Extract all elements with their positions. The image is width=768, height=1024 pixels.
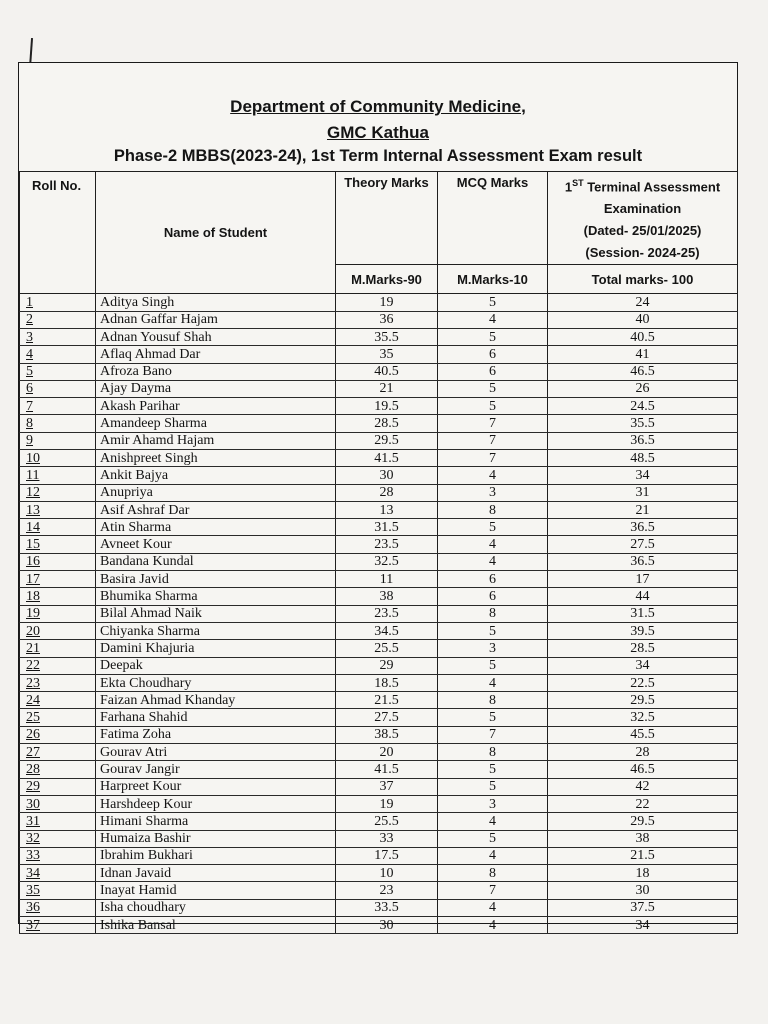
roll-cell: 23 (20, 674, 96, 691)
total-cell: 21.5 (548, 847, 738, 864)
mcq-cell: 5 (438, 294, 548, 311)
name-cell: Isha choudhary (96, 899, 336, 916)
college-title: GMC Kathua (327, 123, 429, 142)
mcq-cell: 4 (438, 311, 548, 328)
table-row (20, 328, 738, 345)
mcq-cell: 6 (438, 363, 548, 380)
total-cell: 28.5 (548, 640, 738, 657)
roll-cell: 14 (20, 519, 96, 536)
theory-cell: 27.5 (336, 709, 438, 726)
table-row (20, 501, 738, 518)
theory-cell: 37 (336, 778, 438, 795)
theory-cell: 11 (336, 571, 438, 588)
name-cell: Fatima Zoha (96, 726, 336, 743)
table-row (20, 588, 738, 605)
roll-cell: 11 (20, 467, 96, 484)
total-cell: 29.5 (548, 692, 738, 709)
roll-cell: 16 (20, 553, 96, 570)
roll-cell: 8 (20, 415, 96, 432)
total-cell: 32.5 (548, 709, 738, 726)
roll-cell: 1 (20, 294, 96, 311)
theory-cell: 35 (336, 346, 438, 363)
theory-cell: 33 (336, 830, 438, 847)
name-cell: Akash Parihar (96, 398, 336, 415)
theory-cell: 23.5 (336, 605, 438, 622)
total-cell: 37.5 (548, 899, 738, 916)
roll-cell: 5 (20, 363, 96, 380)
name-cell: Aflaq Ahmad Dar (96, 346, 336, 363)
table-row (20, 415, 738, 432)
header-mcq: MCQ Marks (438, 172, 548, 265)
department-title: Department of Community Medicine, (230, 97, 526, 116)
mcq-cell: 4 (438, 813, 548, 830)
theory-cell: 34.5 (336, 622, 438, 639)
theory-cell: 36 (336, 311, 438, 328)
header-name: Name of Student (96, 172, 336, 294)
name-cell: Ajay Dayma (96, 380, 336, 397)
roll-cell: 12 (20, 484, 96, 501)
name-cell: Basira Javid (96, 571, 336, 588)
name-cell: Atin Sharma (96, 519, 336, 536)
header-roll: Roll No. (20, 172, 96, 294)
name-cell: Ekta Choudhary (96, 674, 336, 691)
theory-cell: 35.5 (336, 328, 438, 345)
mcq-cell: 5 (438, 709, 548, 726)
name-cell: Ishika Bansal (96, 917, 336, 934)
theory-cell: 29.5 (336, 432, 438, 449)
total-cell: 27.5 (548, 536, 738, 553)
name-cell: Faizan Ahmad Khanday (96, 692, 336, 709)
mcq-cell: 4 (438, 899, 548, 916)
table-row (20, 622, 738, 639)
table-row (20, 692, 738, 709)
theory-cell: 10 (336, 865, 438, 882)
table-row (20, 484, 738, 501)
header-total: 1ST Terminal Assessment Examination (Dated- 25/01/2025) (Session- 2024-25) (548, 172, 738, 265)
total-cell: 31 (548, 484, 738, 501)
roll-cell: 21 (20, 640, 96, 657)
total-cell: 26 (548, 380, 738, 397)
result-sheet (18, 62, 738, 933)
theory-cell: 13 (336, 501, 438, 518)
mcq-cell: 4 (438, 674, 548, 691)
table-row (20, 536, 738, 553)
total-cell: 42 (548, 778, 738, 795)
roll-cell: 24 (20, 692, 96, 709)
mcq-cell: 4 (438, 917, 548, 934)
table-row (20, 346, 738, 363)
name-cell: Farhana Shahid (96, 709, 336, 726)
table-row (20, 553, 738, 570)
total-cell: 24.5 (548, 398, 738, 415)
mcq-cell: 7 (438, 882, 548, 899)
header-mcq-max: M.Marks-10 (438, 265, 548, 294)
roll-cell: 27 (20, 744, 96, 761)
table-row (20, 657, 738, 674)
total-cell: 48.5 (548, 450, 738, 467)
mcq-cell: 8 (438, 744, 548, 761)
theory-cell: 25.5 (336, 813, 438, 830)
name-cell: Avneet Kour (96, 536, 336, 553)
header-total-max: Total marks- 100 (548, 265, 738, 294)
mcq-cell: 8 (438, 605, 548, 622)
total-cell: 35.5 (548, 415, 738, 432)
mcq-cell: 8 (438, 692, 548, 709)
roll-cell: 31 (20, 813, 96, 830)
table-row (20, 450, 738, 467)
mcq-cell: 6 (438, 588, 548, 605)
total-cell: 17 (548, 571, 738, 588)
roll-cell: 18 (20, 588, 96, 605)
theory-cell: 19 (336, 294, 438, 311)
name-cell: Gourav Atri (96, 744, 336, 761)
total-cell: 40.5 (548, 328, 738, 345)
mcq-cell: 5 (438, 398, 548, 415)
table-row (20, 795, 738, 812)
roll-cell: 2 (20, 311, 96, 328)
name-cell: Anupriya (96, 484, 336, 501)
name-cell: Adnan Gaffar Hajam (96, 311, 336, 328)
table-row (20, 709, 738, 726)
mcq-cell: 5 (438, 328, 548, 345)
mcq-cell: 8 (438, 501, 548, 518)
name-cell: Himani Sharma (96, 813, 336, 830)
table-row (20, 380, 738, 397)
table-row (20, 778, 738, 795)
table-row (20, 744, 738, 761)
mcq-cell: 5 (438, 622, 548, 639)
roll-cell: 22 (20, 657, 96, 674)
name-cell: Amandeep Sharma (96, 415, 336, 432)
total-cell: 21 (548, 501, 738, 518)
name-cell: Ankit Bajya (96, 467, 336, 484)
name-cell: Harpreet Kour (96, 778, 336, 795)
header-theory: Theory Marks (336, 172, 438, 265)
mcq-cell: 7 (438, 432, 548, 449)
table-row (20, 605, 738, 622)
mcq-cell: 6 (438, 346, 548, 363)
results-body (20, 294, 738, 934)
roll-cell: 28 (20, 761, 96, 778)
mcq-cell: 4 (438, 553, 548, 570)
mcq-cell: 3 (438, 640, 548, 657)
name-cell: Afroza Bano (96, 363, 336, 380)
theory-cell: 19 (336, 795, 438, 812)
theory-cell: 17.5 (336, 847, 438, 864)
total-cell: 22.5 (548, 674, 738, 691)
table-row (20, 432, 738, 449)
theory-cell: 23.5 (336, 536, 438, 553)
table-row (20, 847, 738, 864)
table-row (20, 640, 738, 657)
roll-cell: 9 (20, 432, 96, 449)
name-cell: Gourav Jangir (96, 761, 336, 778)
name-cell: Aditya Singh (96, 294, 336, 311)
mcq-cell: 8 (438, 865, 548, 882)
mcq-cell: 5 (438, 761, 548, 778)
roll-cell: 37 (20, 917, 96, 934)
roll-cell: 6 (20, 380, 96, 397)
name-cell: Deepak (96, 657, 336, 674)
roll-cell: 20 (20, 622, 96, 639)
total-cell: 18 (548, 865, 738, 882)
roll-cell: 3 (20, 328, 96, 345)
theory-cell: 20 (336, 744, 438, 761)
mcq-cell: 5 (438, 830, 548, 847)
table-row (20, 761, 738, 778)
theory-cell: 18.5 (336, 674, 438, 691)
name-cell: Bandana Kundal (96, 553, 336, 570)
results-table (19, 171, 738, 934)
table-row (20, 882, 738, 899)
theory-cell: 30 (336, 467, 438, 484)
theory-cell: 21 (336, 380, 438, 397)
roll-cell: 13 (20, 501, 96, 518)
total-cell: 29.5 (548, 813, 738, 830)
header-theory-max: M.Marks-90 (336, 265, 438, 294)
name-cell: Idnan Javaid (96, 865, 336, 882)
mcq-cell: 7 (438, 726, 548, 743)
roll-cell: 29 (20, 778, 96, 795)
mcq-cell: 7 (438, 450, 548, 467)
roll-cell: 32 (20, 830, 96, 847)
table-row (20, 865, 738, 882)
name-cell: Bhumika Sharma (96, 588, 336, 605)
roll-cell: 30 (20, 795, 96, 812)
total-cell: 39.5 (548, 622, 738, 639)
roll-cell: 25 (20, 709, 96, 726)
table-row (20, 467, 738, 484)
total-cell: 38 (548, 830, 738, 847)
name-cell: Ibrahim Bukhari (96, 847, 336, 864)
mcq-cell: 3 (438, 795, 548, 812)
name-cell: Humaiza Bashir (96, 830, 336, 847)
name-cell: Anishpreet Singh (96, 450, 336, 467)
mcq-cell: 5 (438, 519, 548, 536)
mcq-cell: 5 (438, 778, 548, 795)
mcq-cell: 4 (438, 536, 548, 553)
theory-cell: 30 (336, 917, 438, 934)
table-row (20, 294, 738, 311)
exam-title: Phase-2 MBBS(2023-24), 1st Term Internal Assessment Exam result (113, 147, 643, 165)
roll-cell: 17 (20, 571, 96, 588)
roll-cell: 33 (20, 847, 96, 864)
total-cell: 46.5 (548, 363, 738, 380)
name-cell: Inayat Hamid (96, 882, 336, 899)
table-row (20, 519, 738, 536)
roll-cell: 35 (20, 882, 96, 899)
name-cell: Amir Ahamd Hajam (96, 432, 336, 449)
total-cell: 41 (548, 346, 738, 363)
theory-cell: 23 (336, 882, 438, 899)
total-cell: 36.5 (548, 432, 738, 449)
total-cell: 46.5 (548, 761, 738, 778)
mcq-cell: 5 (438, 657, 548, 674)
total-cell: 34 (548, 657, 738, 674)
table-row (20, 917, 738, 934)
mcq-cell: 6 (438, 571, 548, 588)
roll-cell: 26 (20, 726, 96, 743)
name-cell: Chiyanka Sharma (96, 622, 336, 639)
total-cell: 28 (548, 744, 738, 761)
theory-cell: 40.5 (336, 363, 438, 380)
mcq-cell: 5 (438, 380, 548, 397)
roll-cell: 7 (20, 398, 96, 415)
mcq-cell: 3 (438, 484, 548, 501)
name-cell: Harshdeep Kour (96, 795, 336, 812)
total-cell: 36.5 (548, 519, 738, 536)
theory-cell: 25.5 (336, 640, 438, 657)
theory-cell: 31.5 (336, 519, 438, 536)
theory-cell: 28 (336, 484, 438, 501)
total-cell: 34 (548, 467, 738, 484)
total-cell: 22 (548, 795, 738, 812)
theory-cell: 38 (336, 588, 438, 605)
total-cell: 40 (548, 311, 738, 328)
theory-cell: 29 (336, 657, 438, 674)
table-row (20, 311, 738, 328)
name-cell: Bilal Ahmad Naik (96, 605, 336, 622)
theory-cell: 28.5 (336, 415, 438, 432)
total-cell: 45.5 (548, 726, 738, 743)
table-row (20, 363, 738, 380)
table-row (20, 674, 738, 691)
total-cell: 34 (548, 917, 738, 934)
total-cell: 44 (548, 588, 738, 605)
name-cell: Adnan Yousuf Shah (96, 328, 336, 345)
roll-cell: 10 (20, 450, 96, 467)
theory-cell: 41.5 (336, 450, 438, 467)
name-cell: Asif Ashraf Dar (96, 501, 336, 518)
table-row (20, 398, 738, 415)
theory-cell: 41.5 (336, 761, 438, 778)
total-cell: 30 (548, 882, 738, 899)
total-cell: 31.5 (548, 605, 738, 622)
table-row (20, 830, 738, 847)
roll-cell: 4 (20, 346, 96, 363)
theory-cell: 38.5 (336, 726, 438, 743)
theory-cell: 21.5 (336, 692, 438, 709)
mcq-cell: 7 (438, 415, 548, 432)
roll-cell: 15 (20, 536, 96, 553)
table-row (20, 813, 738, 830)
name-cell: Damini Khajuria (96, 640, 336, 657)
table-row (20, 726, 738, 743)
total-cell: 36.5 (548, 553, 738, 570)
roll-cell: 34 (20, 865, 96, 882)
mcq-cell: 4 (438, 467, 548, 484)
theory-cell: 19.5 (336, 398, 438, 415)
roll-cell: 36 (20, 899, 96, 916)
table-row (20, 899, 738, 916)
total-cell: 24 (548, 294, 738, 311)
mcq-cell: 4 (438, 847, 548, 864)
table-row (20, 571, 738, 588)
theory-cell: 32.5 (336, 553, 438, 570)
roll-cell: 19 (20, 605, 96, 622)
theory-cell: 33.5 (336, 899, 438, 916)
